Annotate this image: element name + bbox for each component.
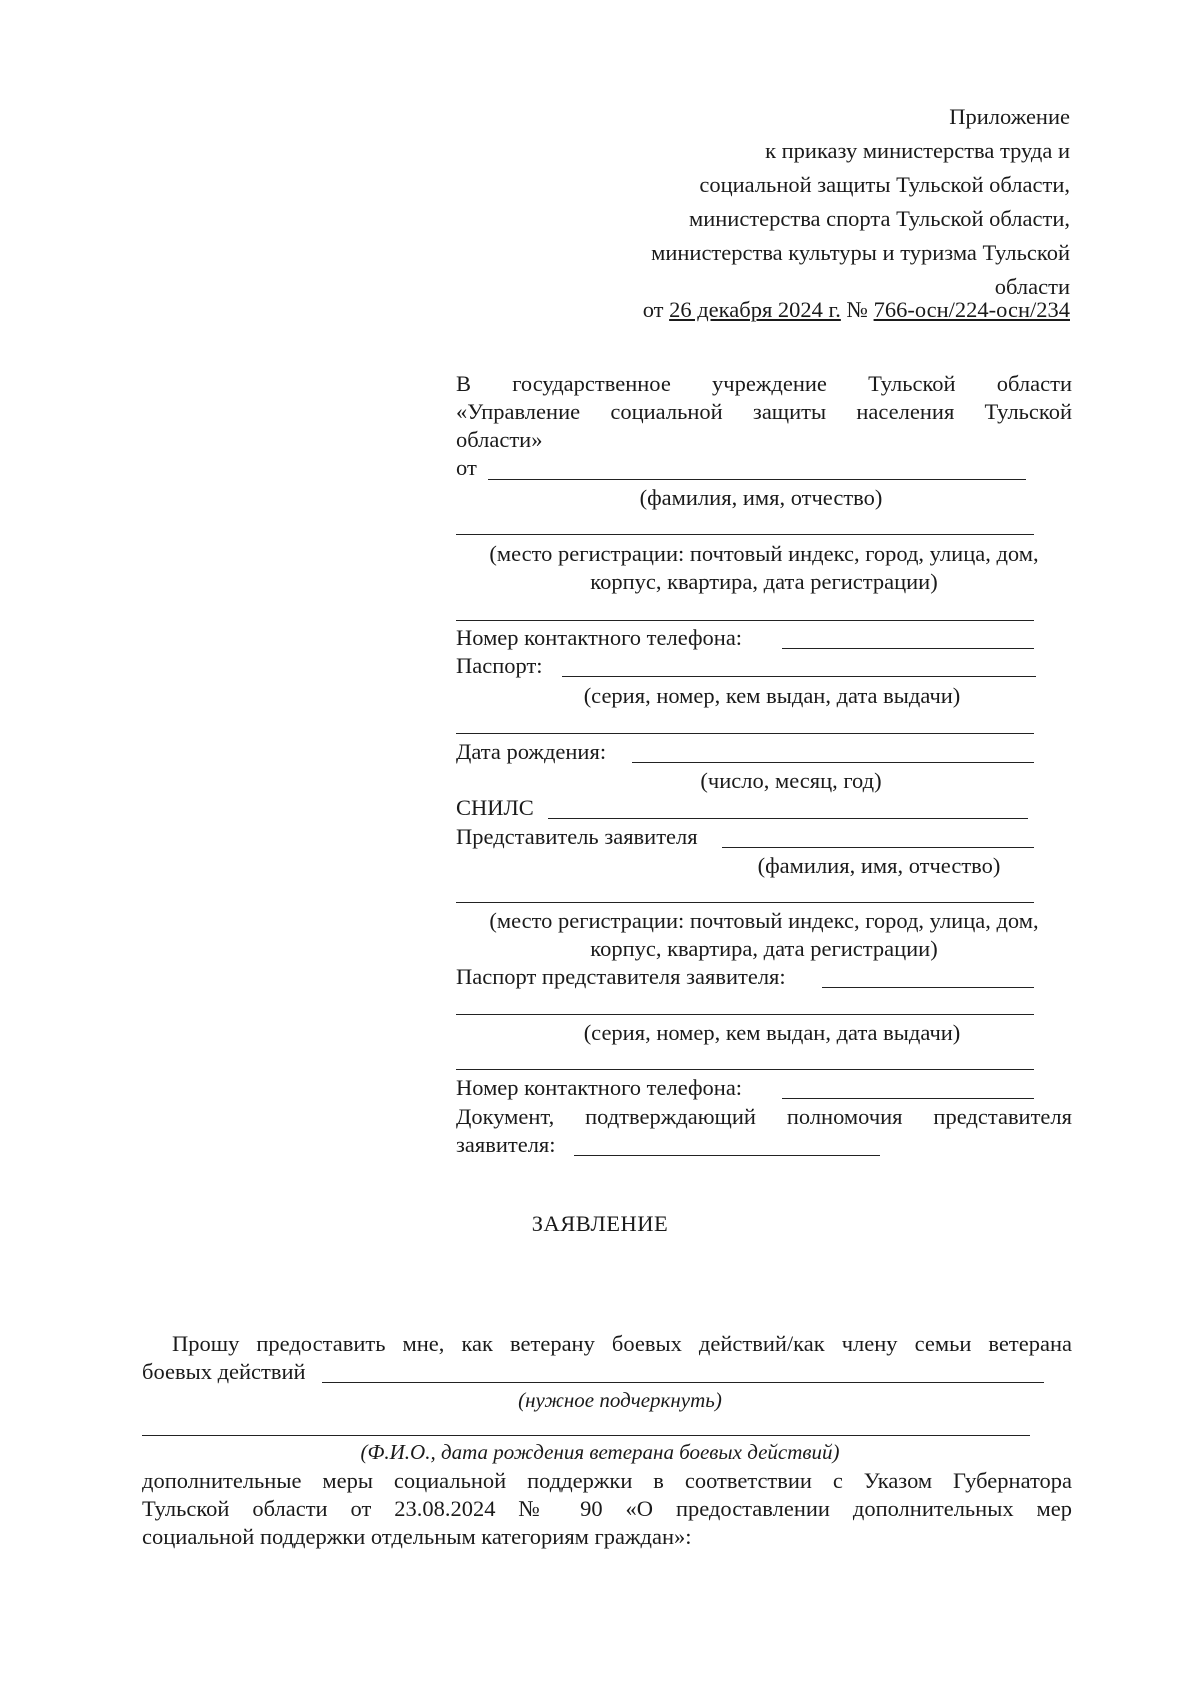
order-number-sign: № [840,297,874,322]
applicant-passport-field[interactable] [562,676,1036,677]
header-line: социальной защиты Тульской области, [699,172,1070,197]
request-line-1: Прошу предоставить мне, как ветерану боевых действий/как члену семьи ветерана [172,1331,1072,1356]
rep-passport-hint: (серия, номер, кем выдан, дата выдачи) [583,1020,961,1045]
passport-hint: (серия, номер, кем выдан, дата выдачи) [583,683,961,708]
applicant-extra-field[interactable] [456,620,1034,621]
rep-phone-field[interactable] [782,1098,1034,1099]
rep-registration-hint-1: (место регистрации: почтовый индекс, город, улица, дом, [489,908,1039,933]
request-line-2-label: боевых действий [142,1359,306,1384]
snils-field[interactable] [548,818,1028,819]
rep-passport-extra-field-2[interactable] [456,1069,1034,1070]
from-label: от [456,455,477,480]
veteran-fio-field[interactable] [142,1435,1030,1436]
birth-date-field[interactable] [632,762,1034,763]
representative-registration-field[interactable] [456,902,1034,903]
header-line: министерства спорта Тульской области, [688,206,1070,231]
authority-document-field[interactable] [574,1155,880,1156]
addressee-line-3: области» [456,427,543,452]
paragraph-line-3: социальной поддержки отдельным категориям граждан»: [142,1524,692,1549]
birth-date-label: Дата рождения: [456,739,607,764]
paragraph-line-2: Тульской области от 23.08.2024 № 90 «О предоставлении дополнительных мер [142,1496,1072,1521]
paragraph-line-1: дополнительные меры социальной поддержки в соответствии с Указом Губернатора [142,1468,1072,1493]
addressee-line-2: «Управление социальной защиты населения Тульской [456,399,1072,424]
order-prefix: от [642,297,670,322]
statement-title: ЗАЯВЛЕНИЕ [531,1211,669,1236]
header-line: к приказу министерства труда и [765,138,1070,163]
rep-passport-extra-field[interactable] [456,1014,1034,1015]
registration-hint-1: (место регистрации: почтовый индекс, город, улица, дом, [489,541,1039,566]
underline-hint: (нужное подчеркнуть) [518,1388,722,1412]
header-line: Приложение [949,104,1070,129]
rep-passport-field[interactable] [822,987,1034,988]
veteran-info-field[interactable] [322,1382,1044,1383]
rep-registration-hint-2: корпус, квартира, дата регистрации) [590,936,938,961]
representative-label: Представитель заявителя [456,824,698,849]
authority-document-label-1: Документ, подтверждающий полномочия представителя [456,1104,1072,1129]
phone-label: Номер контактного телефона: [456,625,743,650]
order-reference [643,296,1070,323]
addressee-line-1: В государственное учреждение Тульской области [456,371,1072,396]
veteran-hint: (Ф.И.О., дата рождения ветерана боевых действий) [360,1440,840,1464]
rep-phone-label: Номер контактного телефона: [456,1075,743,1100]
registration-hint-2: корпус, квартира, дата регистрации) [590,569,938,594]
applicant-passport-extra-field[interactable] [456,733,1034,734]
header-line: министерства культуры и туризма Тульской [651,240,1070,265]
passport-label: Паспорт: [456,653,543,678]
representative-fio-hint: (фамилия, имя, отчество) [757,853,1001,878]
applicant-registration-field[interactable] [456,534,1034,535]
snils-label: СНИЛС [456,795,534,820]
representative-fio-field[interactable] [722,847,1034,848]
order-number: 766-осн/224-осн/234 [873,297,1070,322]
rep-passport-label: Паспорт представителя заявителя: [456,964,786,989]
applicant-phone-field[interactable] [782,648,1034,649]
applicant-fio-hint: (фамилия, имя, отчество) [639,485,883,510]
header-line: области [994,274,1070,299]
applicant-fio-field[interactable] [488,479,1026,480]
appendix-header [510,100,1070,304]
authority-document-label-2: заявителя: [456,1132,556,1157]
order-date: 26 декабря 2024 г. [669,297,841,322]
birth-date-hint: (число, месяц, год) [700,768,882,793]
